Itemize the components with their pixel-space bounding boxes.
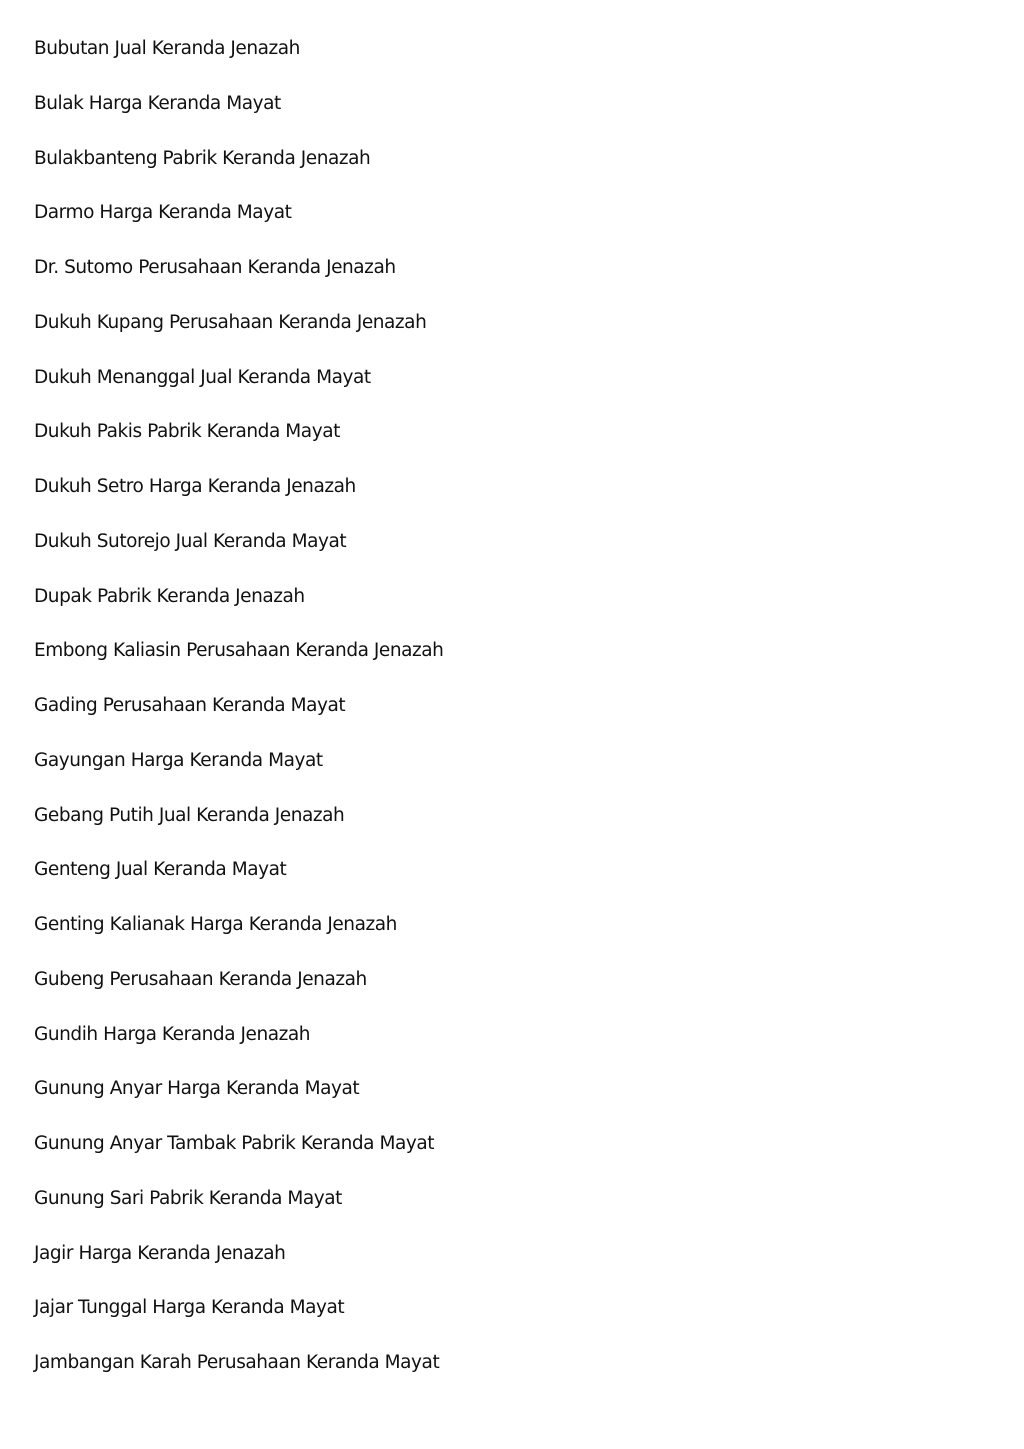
list-item: Jajar Tunggal Harga Keranda Mayat (34, 1297, 345, 1319)
list-item: Dupak Pabrik Keranda Jenazah (34, 585, 305, 607)
list-item: Dukuh Setro Harga Keranda Jenazah (34, 476, 356, 497)
list-item: Gubeng Perusahaan Keranda Jenazah (34, 968, 367, 990)
list-item: Gundih Harga Keranda Jenazah (34, 1023, 311, 1045)
list-item: Gunung Anyar Tambak Pabrik Keranda Mayat (34, 1133, 435, 1154)
list-item: Jambangan Karah Perusahaan Keranda Mayat (34, 1352, 440, 1373)
list-item: Bubutan Jual Keranda Jenazah (34, 38, 300, 59)
list-item: Embong Kaliasin Perusahaan Keranda Jenazah (34, 640, 444, 662)
list-item: Jagir Harga Keranda Jenazah (34, 1242, 286, 1264)
list-item: Gading Perusahaan Keranda Mayat (34, 695, 346, 716)
list-item: Dukuh Kupang Perusahaan Keranda Jenazah (34, 311, 427, 333)
list-item: Genteng Jual Keranda Mayat (34, 859, 287, 881)
list-item: Gayungan Harga Keranda Mayat (34, 749, 323, 771)
list-item: Bulak Harga Keranda Mayat (34, 92, 281, 114)
list-item: Genting Kalianak Harga Keranda Jenazah (34, 914, 397, 935)
list-item: Darmo Harga Keranda Mayat (34, 202, 292, 224)
list-item: Gunung Anyar Harga Keranda Mayat (34, 1078, 360, 1100)
list-item: Bulakbanteng Pabrik Keranda Jenazah (34, 147, 371, 169)
entry-list (34, 37, 443, 1406)
list-item: Gebang Putih Jual Keranda Jenazah (34, 804, 345, 826)
list-item: Dr. Sutomo Perusahaan Keranda Jenazah (34, 257, 396, 278)
list-item: Dukuh Sutorejo Jual Keranda Mayat (34, 530, 347, 552)
list-item: Dukuh Menanggal Jual Keranda Mayat (34, 366, 371, 388)
list-item: Gunung Sari Pabrik Keranda Mayat (34, 1187, 342, 1209)
list-item: Dukuh Pakis Pabrik Keranda Mayat (34, 421, 340, 443)
